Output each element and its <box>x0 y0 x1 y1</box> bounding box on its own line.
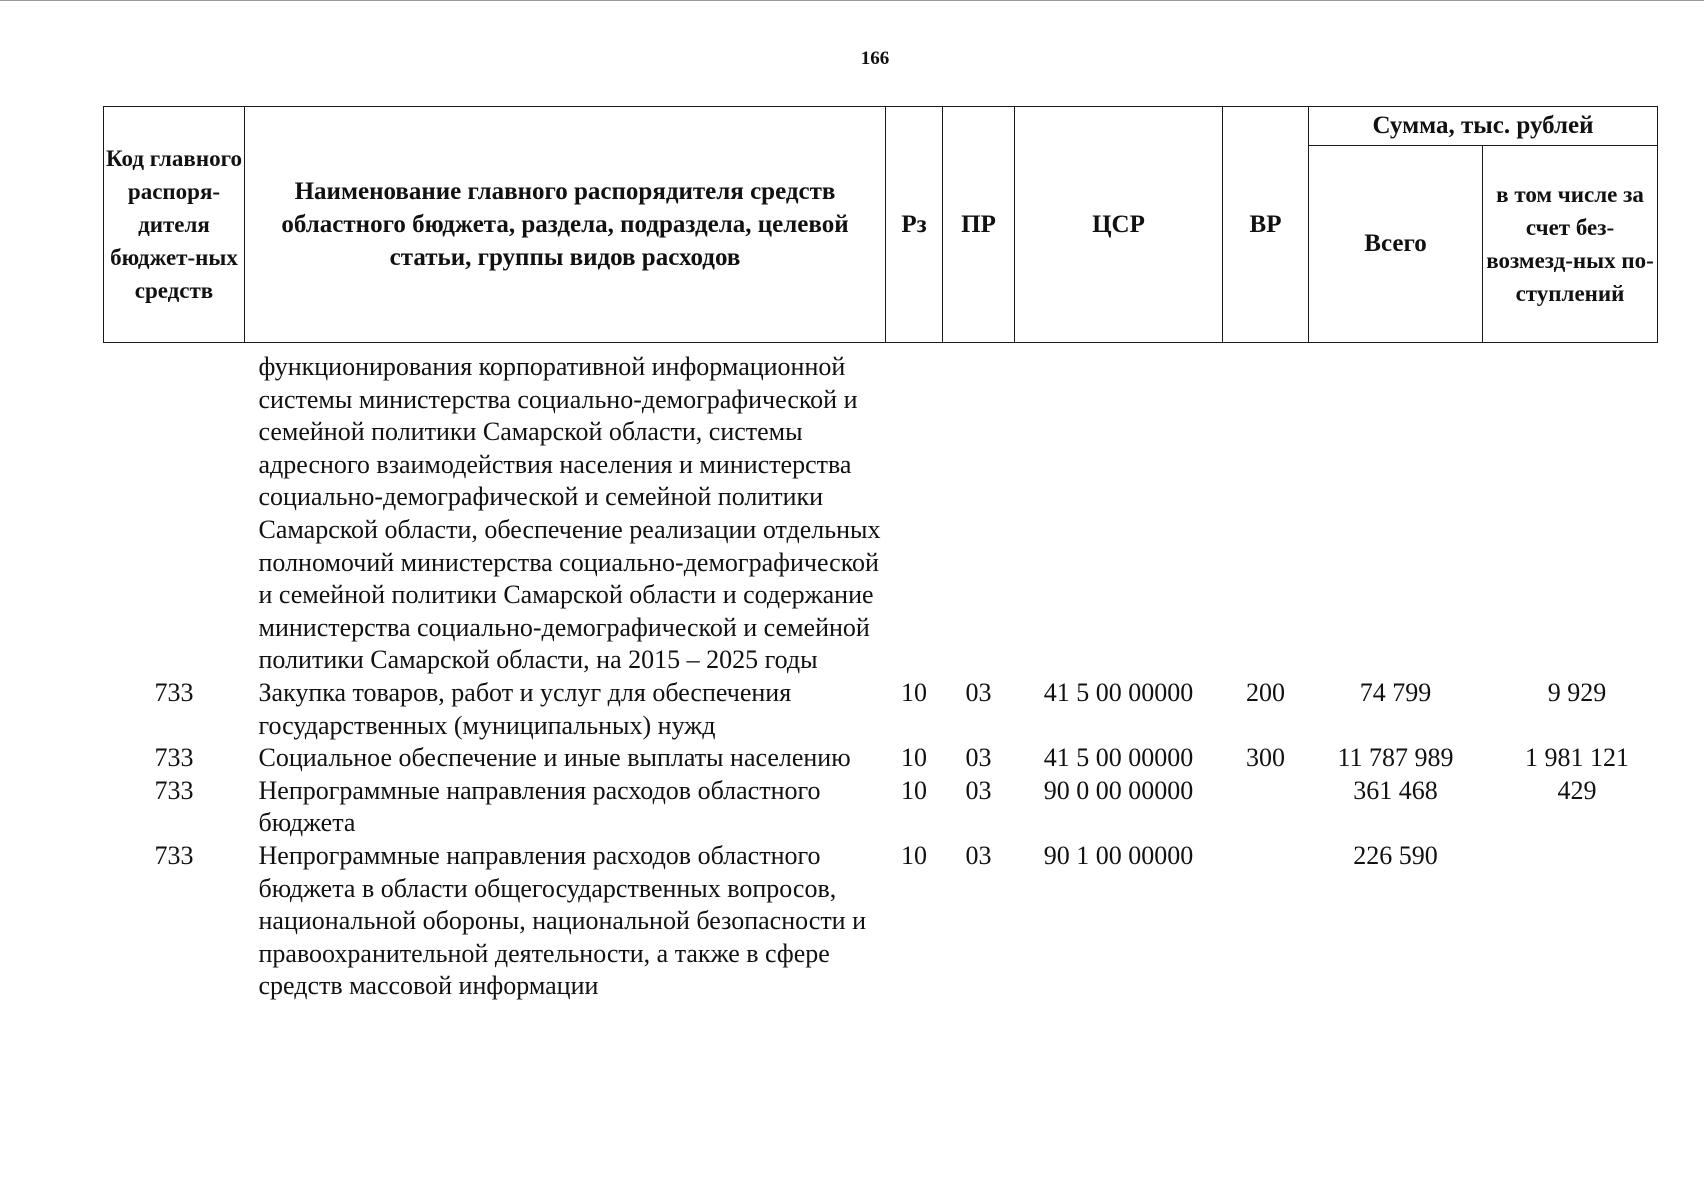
cell-free: 9 929 <box>1547 677 1607 707</box>
header-vr: ВР <box>1223 107 1309 343</box>
cell-code: 733 <box>154 840 194 870</box>
cell-total: 11 787 989 <box>1337 743 1454 773</box>
table-row <box>104 677 1658 742</box>
cell-rz: 10 <box>901 840 927 870</box>
cell-name: Непрограммные направления расходов областного бюджета <box>258 775 821 838</box>
cell-total: 226 590 <box>1353 840 1438 870</box>
cell-csr: 90 0 00 00000 <box>1043 775 1194 805</box>
cell-code <box>104 343 245 677</box>
cell-csr: 90 1 00 00000 <box>1043 840 1194 870</box>
cell-pr: 03 <box>965 743 992 773</box>
cell-vr <box>1223 840 1309 1003</box>
page-number: 166 <box>860 48 890 69</box>
cell-total: 361 468 <box>1353 775 1438 805</box>
cell-rz: 10 <box>901 743 927 773</box>
cell-name: Непрограммные направления расходов областного бюджета в области общегосударственных вопросов, национальной обороны, национальной безопасности и правоохранительной деятельности, а также в сфере средств массовой информации <box>258 840 867 1001</box>
cell-vr: 300 <box>1246 743 1285 773</box>
header-name: Наименование главного распорядителя средств областного бюджета, раздела, подраздела, целевой статьи, группы видов расходов <box>245 107 886 343</box>
cell-csr: 41 5 00 00000 <box>1043 677 1194 707</box>
header-sum: Сумма, тыс. рублей <box>1309 107 1658 146</box>
cell-total: 74 799 <box>1359 677 1432 707</box>
cell-pr: 03 <box>965 775 992 805</box>
cell-code: 733 <box>154 775 194 805</box>
cell-free: 1 981 121 <box>1525 743 1629 773</box>
cell-rz: 10 <box>901 677 927 707</box>
table-row-continuation <box>104 343 1658 677</box>
table-row <box>104 742 1658 775</box>
header-free: в том числе за счет без-возмезд-ных по-ступлений <box>1483 146 1658 343</box>
cell-vr: 200 <box>1246 677 1285 707</box>
table-header <box>104 107 1658 343</box>
cell-code: 733 <box>154 743 194 773</box>
table-row <box>104 775 1658 840</box>
cell-free: 429 <box>1557 775 1597 805</box>
header-pr: ПР <box>943 107 1015 343</box>
cell-vr <box>1223 775 1309 840</box>
table-body <box>104 343 1658 1003</box>
budget-table <box>103 106 1658 1003</box>
cell-code: 733 <box>154 677 194 707</box>
header-total: Всего <box>1309 146 1483 343</box>
cell-name: функционирования корпоративной информационной системы министерства социально-демографической и семейной политики Самарской области, системы адресного взаимодействия населения и министерства социально-демографической и семейной политики Самарской области, обеспечение реализации отдельных полномочий министерства социально-демографической и семейной политики Самарской области и содержание министерства социально-демографической и семейной политики Самарской области, на 2015 – 2025 годы <box>258 352 881 675</box>
cell-name: Социальное обеспечение и иные выплаты населению <box>258 743 851 773</box>
cell-pr: 03 <box>965 677 992 707</box>
header-rz: Рз <box>886 107 943 343</box>
header-code: Код главного распоря-дителя бюджет-ных средств <box>104 107 245 343</box>
cell-free <box>1483 840 1658 1003</box>
top-rule <box>0 0 1704 1</box>
header-csr: ЦСР <box>1015 107 1223 343</box>
cell-csr: 41 5 00 00000 <box>1043 743 1194 773</box>
cell-rz: 10 <box>901 775 927 805</box>
table-row <box>104 840 1658 1003</box>
cell-pr: 03 <box>965 840 992 870</box>
cell-name: Закупка товаров, работ и услуг для обеспечения государственных (муниципальных) нужд <box>258 677 792 740</box>
